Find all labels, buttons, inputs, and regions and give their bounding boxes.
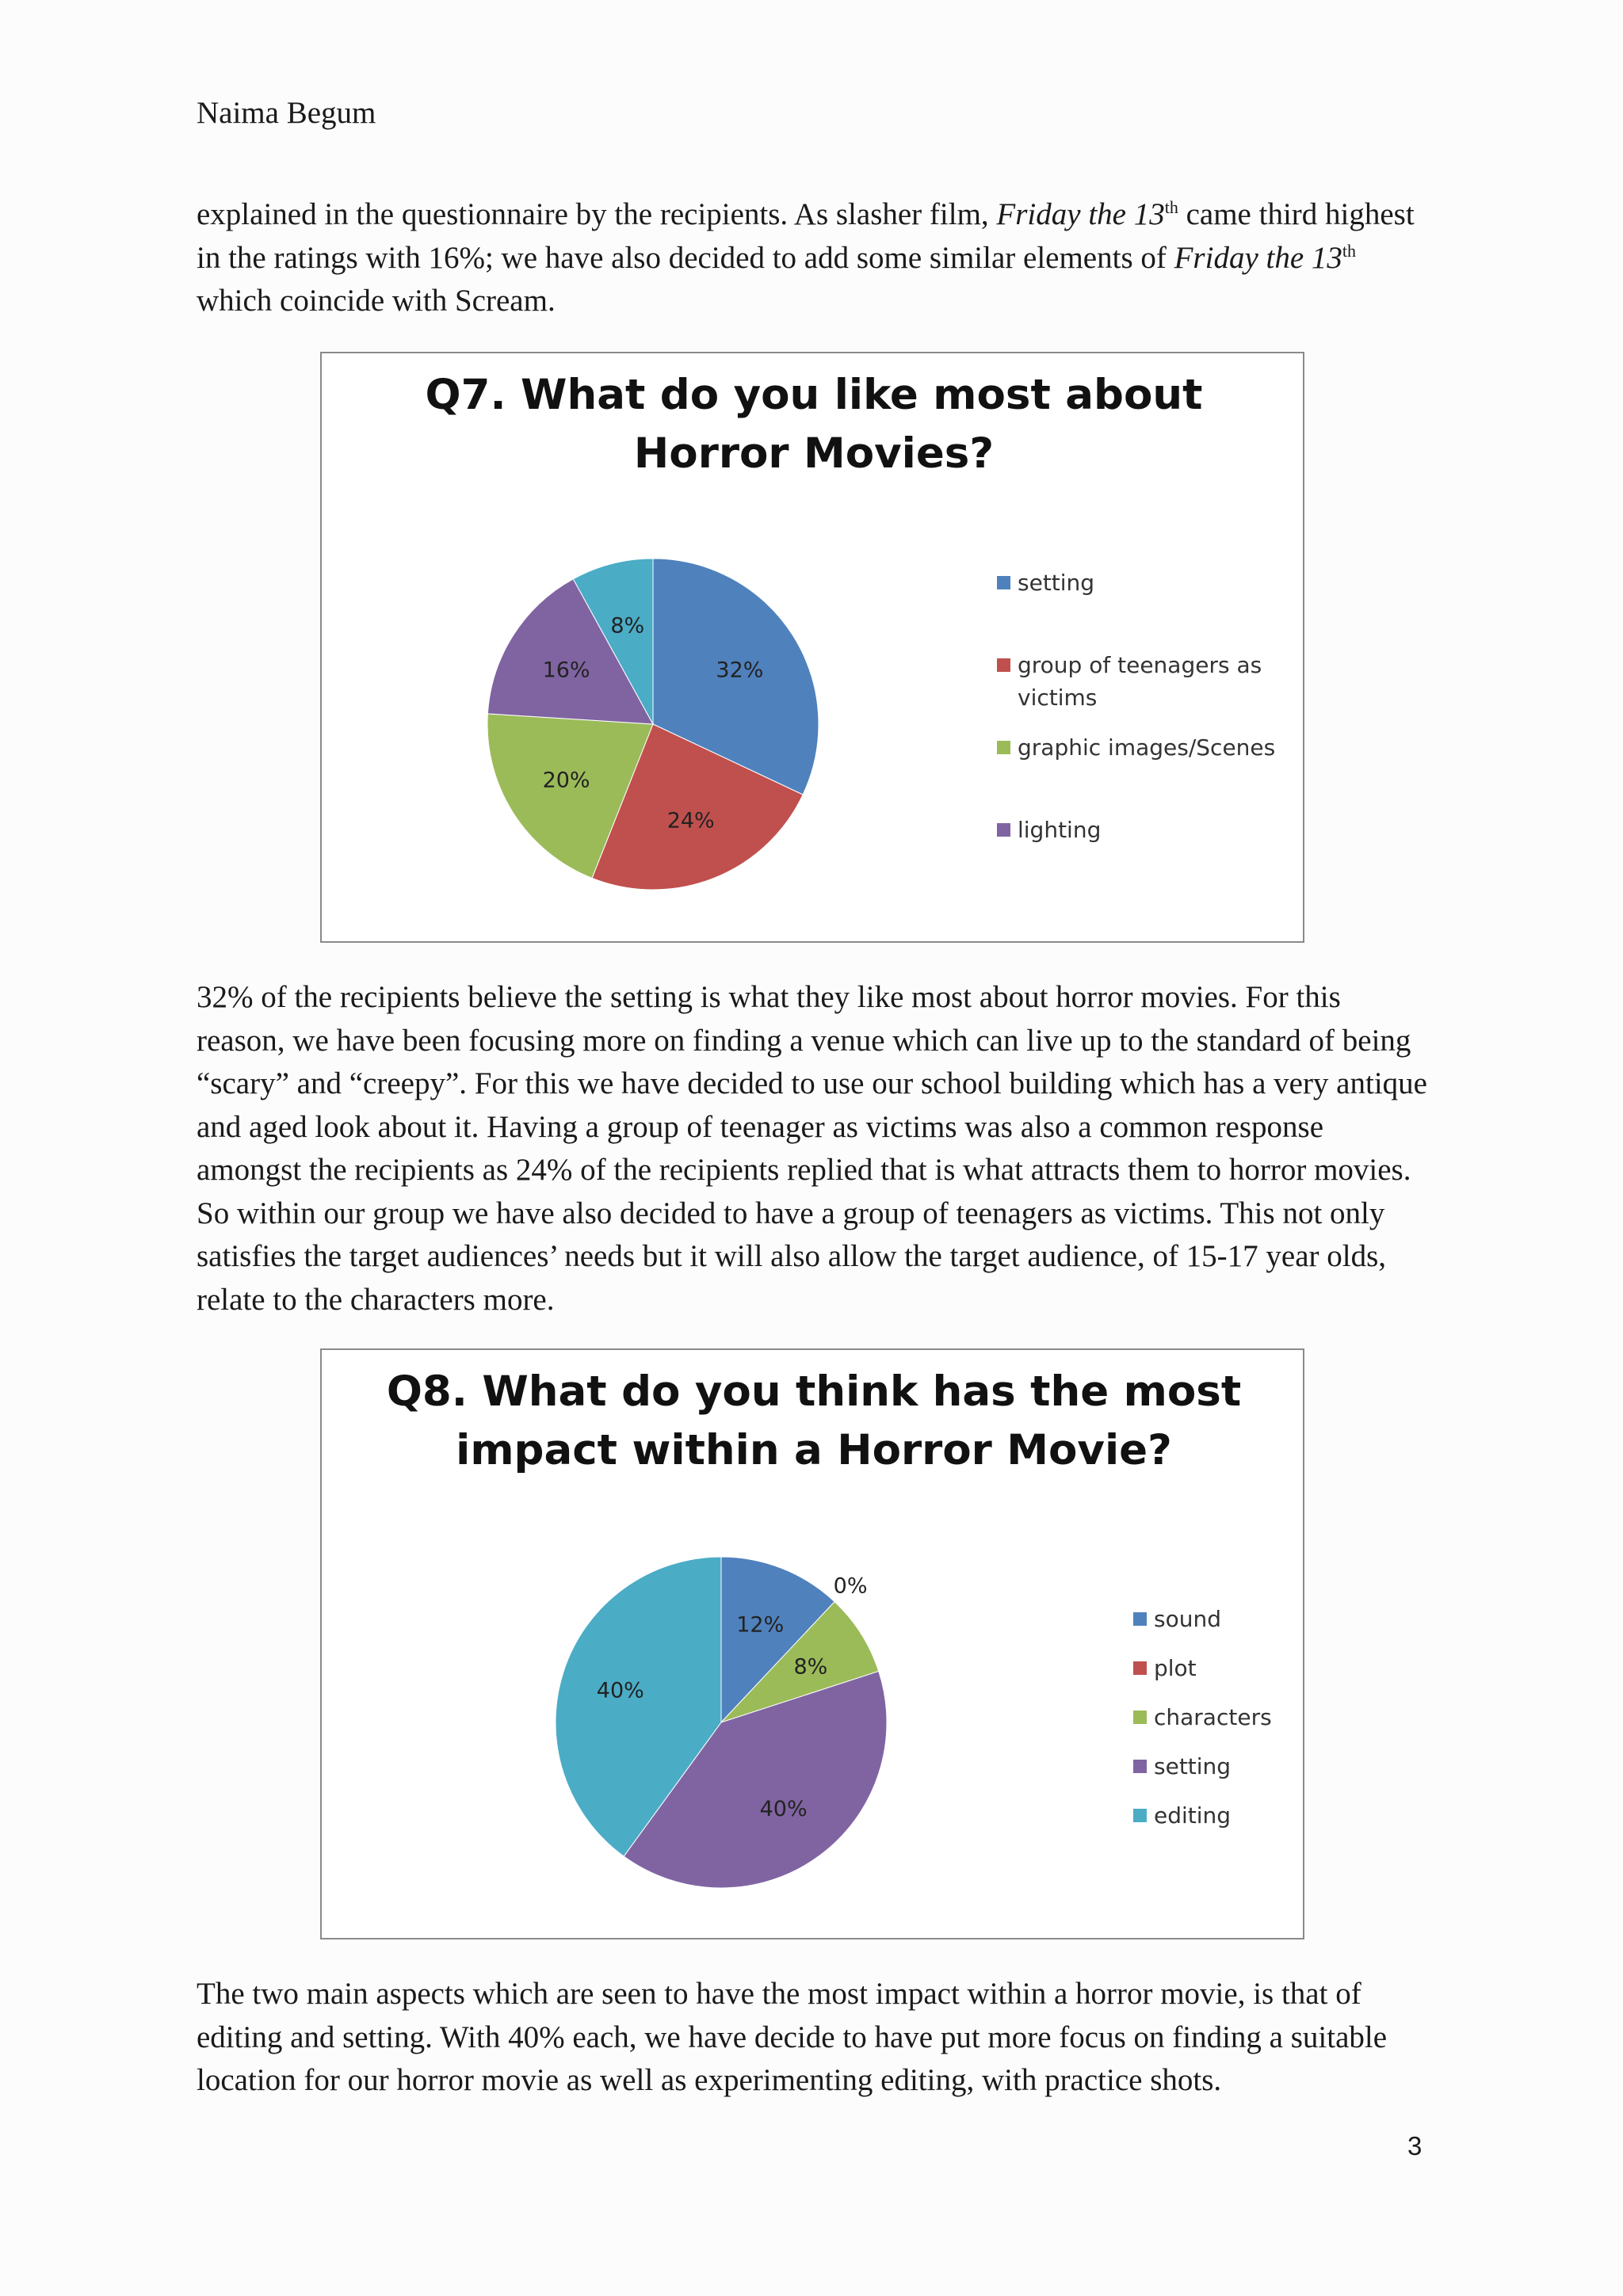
data-label-setting: 40% — [759, 1797, 808, 1822]
legend-swatch-lighting — [997, 823, 1010, 837]
legend-label-graphic-images-scenes: graphic images/Scenes — [1018, 734, 1276, 761]
data-label-setting: 32% — [716, 658, 764, 683]
film-title-friday: Friday the 13 — [996, 197, 1165, 231]
legend-label-group-of-teenagers-as-victims: group of teenagers as — [1018, 652, 1262, 678]
paragraph-intro-c: came third highest in the ratings with 16%; we have also decided to add some similar elements of — [197, 197, 1415, 275]
legend-swatch-group-of-teenagers-as-victims — [997, 658, 1010, 672]
legend-swatch-editing — [1133, 1809, 1147, 1822]
page-number: 3 — [1407, 2131, 1423, 2161]
q8-pie-chart — [320, 1348, 1304, 1939]
legend-swatch-plot — [1133, 1661, 1147, 1675]
data-label-lighting: 16% — [542, 658, 590, 683]
legend-swatch-setting — [997, 576, 1010, 589]
data-label-group-of-teenagers-as-victims: 24% — [666, 808, 715, 833]
legend-label-sound: sound — [1154, 1606, 1221, 1632]
legend-swatch-characters — [1133, 1711, 1147, 1724]
data-label-characters: 8% — [793, 1654, 828, 1680]
film-title-superscript-2: th — [1342, 240, 1357, 261]
legend-label-setting: setting — [1154, 1753, 1232, 1779]
paragraph-setting-analysis: 32% of the recipients believe the setting is what they like most about horror movies. For this reason, we have been focusing more on finding a venue which can live up to the standard of being “scary” and “creepy”. For this we have decided to use our school building which has a very antique and aged look about it. Having a group of teenager as victims was also a common response amongst the recipients as 24% of the recipients replied that is what attracts them to horror movies. So within our group we have also decided to have a group of teenagers as victims. This not only satisfies the target audiences’ needs but it will also allow the target audience, of 15-17 year olds, relate to the characters more. — [197, 980, 1427, 1317]
film-title-superscript: th — [1164, 197, 1178, 217]
author-name: Naima Begum — [197, 96, 376, 130]
chart-title: Q8. What do you think has the most — [386, 1367, 1242, 1416]
q7-pie-chart — [320, 352, 1304, 943]
film-title-friday-2: Friday the 13 — [1174, 240, 1342, 275]
legend-label-lighting: lighting — [1018, 817, 1102, 843]
legend-swatch-graphic-images-scenes — [997, 741, 1010, 754]
data-label-graphic-images-scenes: 20% — [542, 768, 590, 793]
legend-label-characters: characters — [1154, 1704, 1272, 1730]
paragraph-intro — [197, 193, 1433, 323]
paragraph-impact-analysis: The two main aspects which are seen to have the most impact within a horror movie, is that of editing and setting. With 40% each, we have decide to have put more focus on finding a suitable location for our horror movie as well as experimenting editing, with practice shots. — [197, 1977, 1388, 2097]
data-label-editing: 40% — [596, 1678, 644, 1703]
chart-title: Q7. What do you like most about — [425, 371, 1203, 419]
q8-pie-chart-svg — [322, 1350, 1306, 1941]
data-label-plot: 0% — [833, 1573, 868, 1599]
legend-label-plot: plot — [1154, 1655, 1197, 1681]
legend-label-editing: editing — [1154, 1802, 1232, 1829]
legend-swatch-setting — [1133, 1760, 1147, 1773]
chart-title: impact within a Horror Movie? — [456, 1426, 1172, 1474]
data-label-slice-4: 8% — [610, 613, 645, 639]
legend-swatch-sound — [1133, 1612, 1147, 1626]
data-label-sound: 12% — [736, 1612, 785, 1638]
paragraph-intro-a: explained in the questionnaire by the recipients. As slasher film, — [197, 197, 997, 231]
q7-pie-chart-svg — [322, 353, 1306, 944]
chart-title: Horror Movies? — [633, 429, 995, 478]
legend-label-setting: setting — [1018, 570, 1095, 596]
legend-label-group-of-teenagers-as-victims: victims — [1018, 685, 1098, 711]
paragraph-intro-e: which coincide with Scream. — [197, 284, 556, 318]
